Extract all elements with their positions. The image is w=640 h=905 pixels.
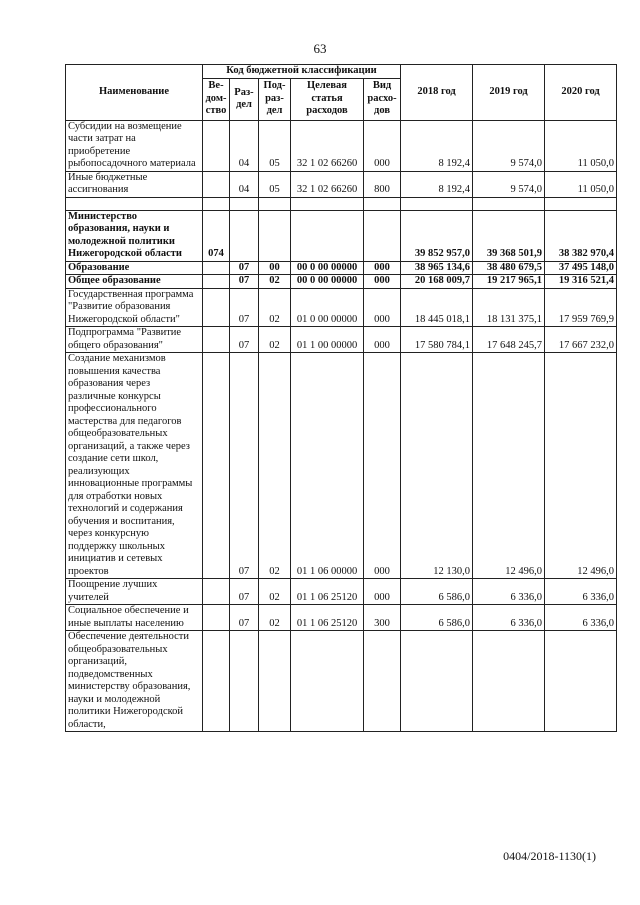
row-section: 07 <box>230 605 259 631</box>
row-target-article: 01 1 00 00000 <box>291 327 364 353</box>
row-value-2019: 38 480 679,5 <box>473 261 545 275</box>
row-value-2019: 17 648 245,7 <box>473 327 545 353</box>
row-value-2018: 20 168 009,7 <box>401 275 473 289</box>
table-row <box>66 120 617 171</box>
table-row <box>66 288 617 327</box>
row-value-2020: 19 316 521,4 <box>545 275 617 289</box>
table-row <box>66 631 617 732</box>
row-value-2019 <box>473 197 545 210</box>
row-section: 07 <box>230 275 259 289</box>
row-value-2018: 12 130,0 <box>401 353 473 579</box>
header-department: Ве-дом-ство <box>203 78 230 120</box>
row-section: 07 <box>230 353 259 579</box>
row-expense-type: 000 <box>364 275 401 289</box>
row-value-2018: 38 965 134,6 <box>401 261 473 275</box>
row-name: Образование <box>66 261 203 275</box>
row-name: Общее образование <box>66 275 203 289</box>
row-expense-type: 800 <box>364 171 401 197</box>
row-department <box>203 120 230 171</box>
header-target-article: Целевая статья расходов <box>291 78 364 120</box>
header-name: Наименование <box>66 65 203 121</box>
table-row <box>66 197 617 210</box>
row-subsection: 02 <box>259 327 291 353</box>
row-value-2020 <box>545 631 617 732</box>
row-value-2019: 12 496,0 <box>473 353 545 579</box>
row-section: 07 <box>230 579 259 605</box>
row-section: 04 <box>230 171 259 197</box>
table-row <box>66 210 617 261</box>
row-value-2019: 9 574,0 <box>473 120 545 171</box>
row-name: Государственная программа "Развитие образования Нижегородской области" <box>66 288 203 327</box>
row-expense-type: 000 <box>364 579 401 605</box>
header-classification-group: Код бюджетной классификации <box>203 65 401 79</box>
row-value-2019: 39 368 501,9 <box>473 210 545 261</box>
row-subsection: 05 <box>259 120 291 171</box>
row-value-2020: 6 336,0 <box>545 605 617 631</box>
row-name: Поощрение лучших учителей <box>66 579 203 605</box>
row-target-article: 32 1 02 66260 <box>291 120 364 171</box>
row-target-article <box>291 197 364 210</box>
row-section: 07 <box>230 327 259 353</box>
table-header <box>66 65 617 121</box>
row-section: 04 <box>230 120 259 171</box>
row-target-article <box>291 631 364 732</box>
header-section: Раз-дел <box>230 78 259 120</box>
row-name <box>66 197 203 210</box>
header-2019: 2019 год <box>473 65 545 121</box>
header-2020: 2020 год <box>545 65 617 121</box>
row-department: 074 <box>203 210 230 261</box>
table-row <box>66 579 617 605</box>
row-expense-type <box>364 210 401 261</box>
row-department <box>203 275 230 289</box>
table-body <box>66 120 617 732</box>
row-department <box>203 327 230 353</box>
row-name: Обеспечение деятельности общеобразовательных организаций, подведомственных министерству образования, науки и молодежной политики Нижегородской области, <box>66 631 203 732</box>
row-expense-type: 000 <box>364 120 401 171</box>
table-row <box>66 353 617 579</box>
table-row <box>66 275 617 289</box>
row-target-article: 32 1 02 66260 <box>291 171 364 197</box>
row-value-2018: 8 192,4 <box>401 120 473 171</box>
row-target-article: 01 1 06 25120 <box>291 579 364 605</box>
row-value-2020 <box>545 197 617 210</box>
row-value-2019 <box>473 631 545 732</box>
row-value-2018 <box>401 631 473 732</box>
table-row <box>66 327 617 353</box>
row-expense-type: 000 <box>364 288 401 327</box>
page-number: 63 <box>313 41 327 56</box>
header-subsection: Под-раз-дел <box>259 78 291 120</box>
row-subsection: 02 <box>259 275 291 289</box>
row-subsection <box>259 631 291 732</box>
table-row <box>66 605 617 631</box>
row-target-article: 01 1 06 25120 <box>291 605 364 631</box>
row-value-2018: 8 192,4 <box>401 171 473 197</box>
header-expense-type: Вид расхо-дов <box>364 78 401 120</box>
row-value-2020: 11 050,0 <box>545 120 617 171</box>
row-value-2019: 6 336,0 <box>473 605 545 631</box>
row-value-2018 <box>401 197 473 210</box>
row-subsection: 02 <box>259 605 291 631</box>
row-value-2020: 6 336,0 <box>545 579 617 605</box>
row-department <box>203 197 230 210</box>
row-expense-type <box>364 631 401 732</box>
row-department <box>203 171 230 197</box>
row-expense-type: 000 <box>364 261 401 275</box>
row-value-2020: 17 959 769,9 <box>545 288 617 327</box>
row-value-2019: 18 131 375,1 <box>473 288 545 327</box>
row-target-article: 01 0 00 00000 <box>291 288 364 327</box>
row-value-2018: 39 852 957,0 <box>401 210 473 261</box>
row-subsection: 02 <box>259 288 291 327</box>
row-name: Социальное обеспечение и иные выплаты населению <box>66 605 203 631</box>
row-target-article: 01 1 06 00000 <box>291 353 364 579</box>
row-section: 07 <box>230 261 259 275</box>
table-row <box>66 261 617 275</box>
row-value-2018: 17 580 784,1 <box>401 327 473 353</box>
row-value-2020: 38 382 970,4 <box>545 210 617 261</box>
row-department <box>203 288 230 327</box>
document-code: 0404/2018-1130(1) <box>503 849 596 863</box>
row-value-2019: 9 574,0 <box>473 171 545 197</box>
row-name: Субсидии на возмещение части затрат на приобретение рыбопосадочного материала <box>66 120 203 171</box>
row-target-article: 00 0 00 00000 <box>291 261 364 275</box>
row-value-2020: 37 495 148,0 <box>545 261 617 275</box>
row-name: Иные бюджетные ассигнования <box>66 171 203 197</box>
row-department <box>203 631 230 732</box>
row-name: Создание механизмов повышения качества образования через различные конкурсы профессионального мастерства для педагогов общеобразовательных организаций, а также через создание сети школ, реализующих инновационные программы для отработки новых технологий и содержания обучения и воспитания, через конкурсную поддержку школьных инициатив и сетевых проектов <box>66 353 203 579</box>
header-2018: 2018 год <box>401 65 473 121</box>
row-name: Подпрограмма "Развитие общего образования" <box>66 327 203 353</box>
row-section <box>230 631 259 732</box>
row-department <box>203 579 230 605</box>
row-expense-type <box>364 197 401 210</box>
row-value-2020: 12 496,0 <box>545 353 617 579</box>
row-value-2018: 18 445 018,1 <box>401 288 473 327</box>
row-expense-type: 000 <box>364 353 401 579</box>
row-expense-type: 300 <box>364 605 401 631</box>
row-value-2018: 6 586,0 <box>401 579 473 605</box>
row-value-2020: 17 667 232,0 <box>545 327 617 353</box>
row-subsection: 05 <box>259 171 291 197</box>
row-section <box>230 210 259 261</box>
table-row <box>66 171 617 197</box>
row-subsection <box>259 197 291 210</box>
row-value-2019: 6 336,0 <box>473 579 545 605</box>
row-section: 07 <box>230 288 259 327</box>
row-target-article <box>291 210 364 261</box>
row-name: Министерство образования, науки и молодежной политики Нижегородской области <box>66 210 203 261</box>
row-department <box>203 353 230 579</box>
row-subsection: 02 <box>259 353 291 579</box>
row-expense-type: 000 <box>364 327 401 353</box>
row-value-2020: 11 050,0 <box>545 171 617 197</box>
row-value-2019: 19 217 965,1 <box>473 275 545 289</box>
row-department <box>203 605 230 631</box>
row-target-article: 00 0 00 00000 <box>291 275 364 289</box>
row-subsection: 00 <box>259 261 291 275</box>
row-section <box>230 197 259 210</box>
row-subsection <box>259 210 291 261</box>
row-subsection: 02 <box>259 579 291 605</box>
budget-table <box>65 64 617 732</box>
row-value-2018: 6 586,0 <box>401 605 473 631</box>
row-department <box>203 261 230 275</box>
